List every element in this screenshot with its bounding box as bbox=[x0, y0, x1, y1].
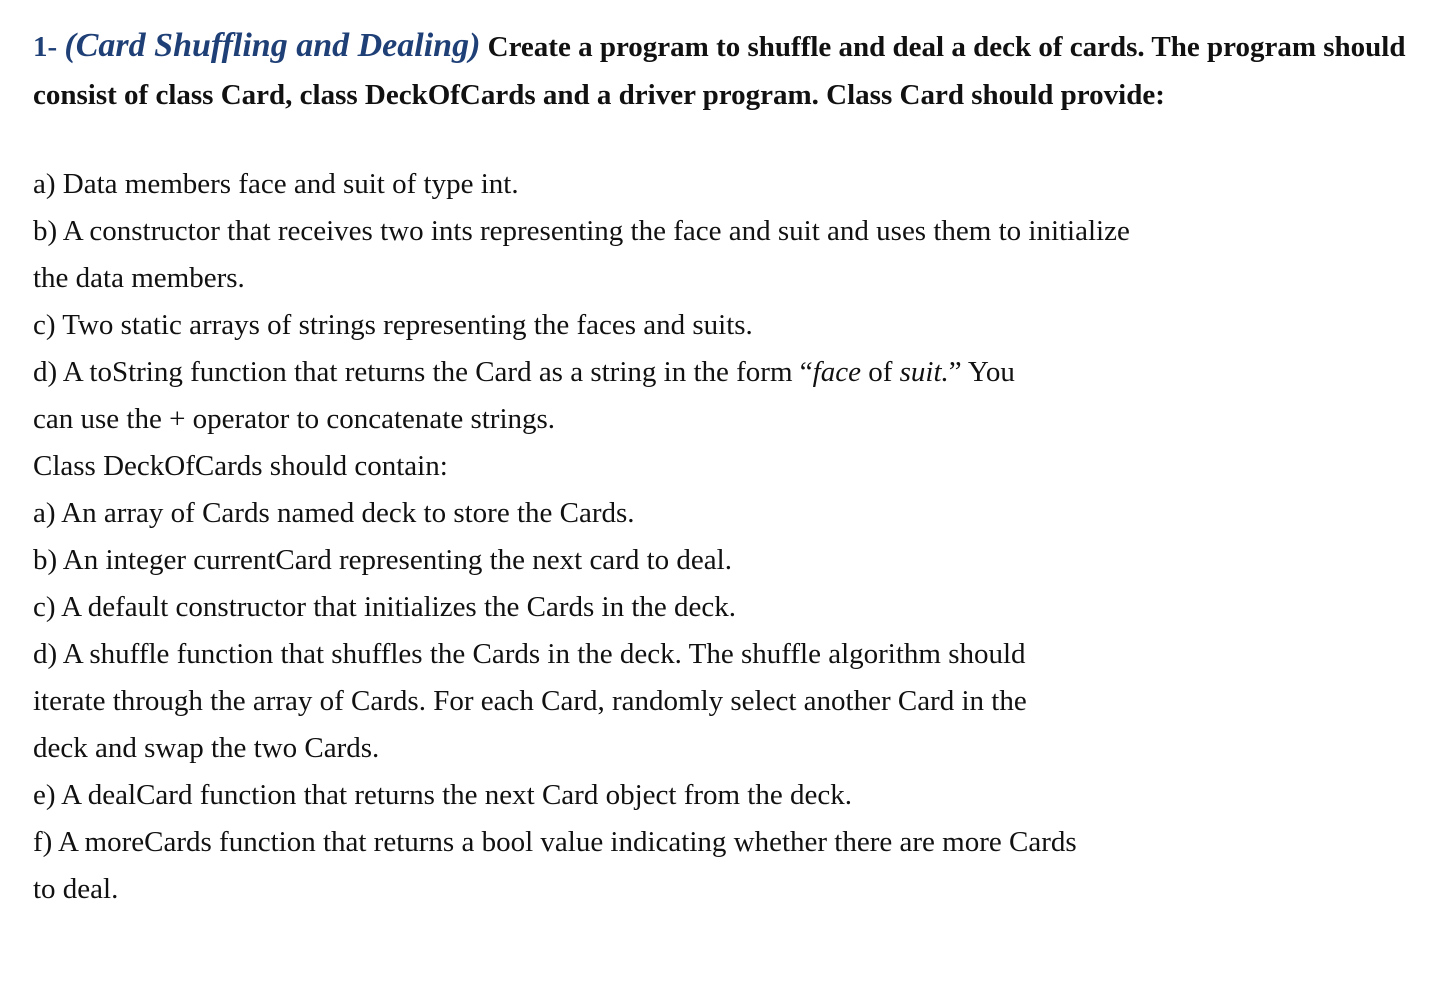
list-item: to deal. bbox=[33, 873, 119, 905]
exercise-intro: Create a program to shuffle and deal a deck of cards. The program should consist of class Card, class DeckOfCards and a driver program. Class Card should provide: bbox=[33, 31, 1406, 111]
list-item: deck and swap the two Cards. bbox=[33, 732, 380, 764]
list-item: b) An integer currentCard representing the next card to deal. bbox=[33, 544, 732, 576]
section-label: Class DeckOfCards should contain: bbox=[33, 450, 448, 482]
card-requirements bbox=[33, 161, 1423, 443]
list-item: a) An array of Cards named deck to store the Cards. bbox=[33, 497, 635, 529]
deck-requirements bbox=[33, 443, 1423, 913]
list-item: can use the + operator to concatenate strings. bbox=[33, 403, 556, 435]
list-item: d) A shuffle function that shuffles the Cards in the deck. The shuffle algorithm should bbox=[33, 638, 1026, 670]
exercise-number: 1- bbox=[33, 31, 58, 63]
tostring-before: d) A toString function that returns the Card as a string in the form “ bbox=[33, 356, 813, 388]
list-item: a) Data members face and suit of type int. bbox=[33, 168, 519, 200]
exercise-heading bbox=[33, 22, 1423, 119]
list-item: iterate through the array of Cards. For each Card, randomly select another Card in the bbox=[33, 685, 1027, 717]
document-body bbox=[33, 22, 1423, 913]
list-item: b) A constructor that receives two ints representing the face and suit and uses them to initialize bbox=[33, 215, 1130, 247]
list-item-tostring bbox=[33, 349, 1423, 396]
list-item: e) A dealCard function that returns the next Card object from the deck. bbox=[33, 779, 852, 811]
list-item: the data members. bbox=[33, 262, 245, 294]
exercise-title: (Card Shuffling and Dealing) bbox=[64, 27, 481, 64]
paragraph-gap bbox=[33, 119, 1423, 161]
tostring-suit: suit. bbox=[899, 356, 949, 388]
tostring-face: face bbox=[812, 356, 861, 388]
list-item: c) Two static arrays of strings representing the faces and suits. bbox=[33, 309, 753, 341]
list-item: f) A moreCards function that returns a bool value indicating whether there are more Cards bbox=[33, 826, 1077, 858]
tostring-after: ” You bbox=[948, 356, 1015, 388]
list-item: c) A default constructor that initializes the Cards in the deck. bbox=[33, 591, 737, 623]
tostring-of: of bbox=[860, 356, 900, 388]
